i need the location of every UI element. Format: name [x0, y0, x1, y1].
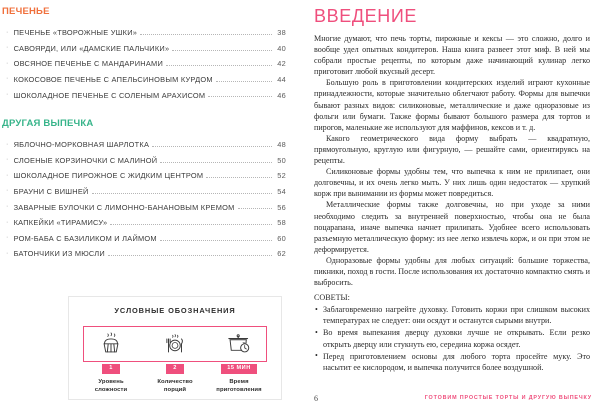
dot-leader [160, 240, 272, 241]
dot-leader [140, 34, 272, 35]
bullet-icon: · [6, 75, 9, 83]
toc-entry-page: 46 [277, 90, 286, 100]
toc-entry[interactable] [0, 135, 300, 151]
toc-entry-page: 52 [277, 171, 286, 181]
toc-entry[interactable] [0, 39, 300, 55]
page-number: 6 [314, 393, 318, 403]
toc-entry[interactable] [0, 23, 300, 39]
bullet-icon: · [6, 90, 9, 98]
page-title: ВВЕДЕНИЕ [314, 6, 417, 26]
bullet-icon: · [6, 202, 9, 210]
toc-section-cookies [0, 6, 300, 101]
plate-cutlery-icon [143, 326, 207, 356]
toc-entry-title: КАПКЕЙКИ «ТИРАМИСУ» [13, 218, 108, 228]
toc-entry-page: 56 [277, 202, 286, 212]
dot-leader [92, 193, 272, 194]
toc-entry-title: СЛОЕНЫЕ КОРЗИНОЧКИ С МАЛИНОЙ [13, 155, 158, 165]
running-head: ГОТОВИМ ПРОСТЫЕ ТОРТЫ И ДРУГУЮ ВЫПЕЧКУ [424, 395, 592, 401]
toc-entry[interactable] [0, 151, 300, 167]
legend-box [68, 296, 282, 400]
bullet-icon: · [6, 28, 9, 36]
toc-entry-page: 54 [277, 186, 286, 196]
bullet-icon: · [6, 187, 9, 195]
toc-entry-title: ПЕЧЕНЬЕ «ТВОРОЖНЫЕ УШКИ» [13, 28, 138, 38]
toc-entry-title: ШОКОЛАДНОЕ ПИРОЖНОЕ С ЖИДКИМ ЦЕНТРОМ [13, 171, 204, 181]
bullet-icon: · [6, 44, 9, 52]
bullet-icon: · [6, 249, 9, 257]
toc-section-heading-other-baking: ДРУГАЯ ВЫПЕЧКА [2, 117, 94, 129]
toc-entry-title: РОМ-БАБА С БАЗИЛИКОМ И ЛАЙМОМ [13, 233, 157, 243]
tips-list [314, 304, 590, 373]
toc-entry-page: 38 [277, 28, 286, 38]
bullet-icon: · [6, 218, 9, 226]
toc-entry-title: ЗАВАРНЫЕ БУЛОЧКИ С ЛИМОННО-БАНАНОВЫМ КРЕМОМ [13, 202, 235, 212]
page-footer [300, 391, 600, 405]
toc-entry[interactable] [0, 166, 300, 182]
dot-leader [152, 146, 272, 147]
tips-heading: СОВЕТЫ: [314, 293, 350, 303]
cupcake-icon [79, 326, 143, 356]
legend-items [79, 322, 271, 395]
intro-paragraph: Металлические формы также долговечны, но при уходе за ними необходимо следить за внутренней поверхностью, чтобы она не была поцарапана, иначе выпечка начнет прилипать. Удобнее всего использовать разъемную металлическую форму: из нее легко извлечь корж, и он при этом не деформируется. [314, 200, 590, 254]
intro-paragraph: Многие думают, что печь торты, пирожные и кексы — это сложно, долго и вообще удел опытных кондитеров. Наша книга развеет этот миф. В ней мы собрали простые рецепты, по которым даже начинающий кулинар легко приготовит любой вкусный десерт. [314, 34, 590, 77]
legend-label-portions: Количество порций [157, 379, 193, 394]
introduction-body [314, 33, 590, 288]
toc-entry-page: 44 [277, 74, 286, 84]
pot-timer-icon [207, 326, 271, 356]
introduction-column [300, 0, 600, 410]
tip-item: • Заблаговременно нагрейте духовку. Готовить коржи при слишком высоких температурах не следует: они осядут и останутся сырыми внутри. [314, 304, 590, 326]
bullet-icon: · [6, 171, 9, 179]
legend-chip-portions: 2 [166, 364, 184, 375]
toc-entry[interactable] [0, 85, 300, 101]
toc-entry-page: 40 [277, 43, 286, 53]
intro-paragraph: Силиконовые формы удобны тем, что выпечка к ним не прилипает, они долговечны, и их очень легко мыть. У них лишь один недостаток — хрупкий корж при вынимании из формы может повредиться. [314, 167, 590, 199]
intro-paragraph: Большую роль в приготовлении кондитерских изделий играют кухонные принадлежности, которые значительно облегчают работу. Формы для выпечки бывают разных видов: силиконовые, металлические и даже одноразовые из фольги или бумаги. Также формы бывают большого размера для тортов и пирогов, маленькие же используют для маффинов, кексов и т. д. [314, 78, 590, 132]
toc-entry-title: КОКОСОВОЕ ПЕЧЕНЬЕ С АПЕЛЬСИНОВЫМ КУРДОМ [13, 74, 213, 84]
toc-entry[interactable] [0, 54, 300, 70]
dot-leader [160, 162, 272, 163]
legend-item-difficulty [79, 326, 143, 395]
toc-entry-title: ШОКОЛАДНОЕ ПЕЧЕНЬЕ С СОЛЕНЫМ АРАХИСОМ [13, 90, 206, 100]
dot-leader [208, 96, 272, 97]
legend-label-time: Время приготовления [216, 379, 262, 394]
toc-entry-page: 62 [277, 249, 286, 259]
intro-paragraph: Одноразовые формы удобны для любых ситуаций: большие торжества, пикники, поход в гости. После использования их достаточно компактно смять и выбросить. [314, 255, 590, 288]
toc-entry-page: 48 [277, 140, 286, 150]
toc-entry-title: САВОЯРДИ, ИЛИ «ДАМСКИЕ ПАЛЬЧИКИ» [13, 43, 170, 53]
legend-label-difficulty: Уровень сложности [94, 379, 128, 394]
bullet-icon: · [6, 156, 9, 164]
dot-leader [108, 255, 272, 256]
bullet-icon: · [6, 234, 9, 242]
dot-leader [238, 208, 272, 209]
dot-leader [206, 177, 272, 178]
toc-entry-page: 58 [277, 218, 286, 228]
toc-entry[interactable] [0, 244, 300, 260]
dot-leader [216, 81, 272, 82]
dot-leader [110, 224, 272, 225]
toc-section-heading-cookies: ПЕЧЕНЬЕ [2, 6, 50, 17]
toc-list-cookies [0, 23, 300, 101]
toc-entry-title: ЯБЛОЧНО-МОРКОВНАЯ ШАРЛОТКА [13, 140, 150, 150]
legend-inner [79, 322, 271, 394]
toc-entry-title: БАТОНЧИКИ ИЗ МЮСЛИ [13, 249, 105, 259]
dot-leader [166, 65, 272, 66]
intro-paragraph: Какого геометрического вида форму выбрать — квадратную, прямоугольную, круглую или фигурную, — решайте сами, ориентируясь на рецепты. [314, 133, 590, 166]
toc-list-other-baking [0, 135, 300, 260]
toc-entry[interactable] [0, 197, 300, 213]
legend-chip-difficulty: 1 [102, 364, 120, 375]
legend-item-time [207, 326, 271, 395]
toc-entry[interactable] [0, 213, 300, 229]
toc-entry-page: 60 [277, 233, 286, 243]
toc-entry[interactable] [0, 229, 300, 245]
bullet-icon: · [6, 140, 9, 148]
toc-section-other-baking [0, 118, 300, 260]
toc-entry-title: БРАУНИ С ВИШНЕЙ [13, 186, 89, 196]
bullet-icon: · [6, 59, 9, 67]
toc-entry[interactable] [0, 70, 300, 86]
toc-entry-page: 50 [277, 155, 286, 165]
legend-chip-time: 15 МИН [221, 364, 257, 375]
tip-item: • Во время выпекания дверцу духовки лучше не открывать. Если резко открыть дверцу или стукнуть ею, середина коржа осядет. [314, 327, 590, 349]
toc-entry-title: ОВСЯНОЕ ПЕЧЕНЬЕ С МАНДАРИНАМИ [13, 59, 164, 69]
toc-entry[interactable] [0, 182, 300, 198]
tip-item: • Перед приготовлением основы для любого торта просейте муку. Это насытит ее кислородом, и выпечка получится более воздушной. [314, 351, 590, 373]
legend-title: УСЛОВНЫЕ ОБОЗНАЧЕНИЯ [114, 306, 236, 315]
toc-entry-page: 42 [277, 59, 286, 69]
legend-item-portions [143, 326, 207, 395]
dot-leader [172, 50, 272, 51]
